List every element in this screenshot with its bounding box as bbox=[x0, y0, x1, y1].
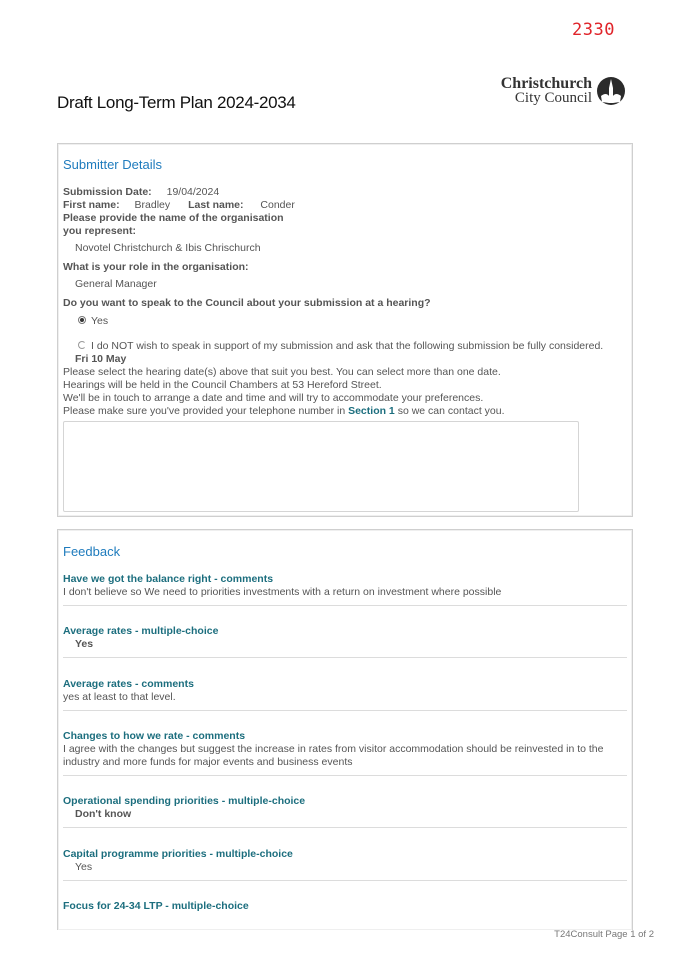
feedback-divider bbox=[63, 710, 627, 711]
submitter-details-panel bbox=[57, 143, 633, 517]
hearing-info-line-3: We'll be in touch to arrange a date and time and will try to accommodate your preferences. bbox=[63, 392, 484, 404]
hearing-option-no[interactable] bbox=[78, 340, 603, 353]
feedback-item bbox=[63, 900, 628, 912]
feedback-divider bbox=[63, 775, 627, 776]
hearing-info-line-4-pre: Please make sure you've provided your telephone number in bbox=[63, 405, 349, 417]
feedback-answer: I don't believe so We need to priorities investments with a return on investment where possible bbox=[63, 586, 502, 598]
feedback-answer: yes at least to that level. bbox=[63, 691, 176, 703]
last-name-value: Conder bbox=[260, 199, 295, 211]
hearing-info-line-1: Please select the hearing date(s) above that suit you best. You can select more than one date. bbox=[63, 366, 501, 378]
organisation-prompt-line-2: you represent: bbox=[63, 225, 136, 237]
feedback-question: Operational spending priorities - multiple-choice bbox=[63, 795, 306, 807]
feedback-title: Feedback bbox=[63, 544, 121, 559]
hearing-option-yes-label: Yes bbox=[91, 315, 109, 327]
hearing-prompt: Do you want to speak to the Council about your submission at a hearing? bbox=[63, 297, 431, 309]
hearing-option-yes[interactable] bbox=[78, 315, 108, 328]
page-footer: T24Consult Page 1 of 2 bbox=[554, 929, 654, 940]
submitter-details-title: Submitter Details bbox=[63, 157, 162, 172]
first-name-label: First name: bbox=[63, 199, 120, 211]
feedback-question: Capital programme priorities - multiple-choice bbox=[63, 848, 293, 860]
logo-line-2: City Council bbox=[514, 90, 592, 106]
feedback-divider bbox=[63, 605, 627, 606]
submission-date-value: 19/04/2024 bbox=[166, 186, 220, 198]
name-row bbox=[63, 199, 295, 212]
submission-date-row bbox=[63, 186, 219, 199]
role-prompt: What is your role in the organisation: bbox=[63, 261, 249, 273]
organisation-prompt-line-1: Please provide the name of the organisation bbox=[63, 212, 284, 224]
feedback-panel bbox=[57, 529, 633, 930]
feedback-item bbox=[63, 625, 628, 651]
feedback-question: Changes to how we rate - comments bbox=[63, 730, 246, 742]
feedback-question: Focus for 24-34 LTP - multiple-choice bbox=[63, 900, 249, 912]
feedback-answer: Yes bbox=[75, 861, 93, 873]
section-1-link[interactable]: Section 1 bbox=[348, 405, 395, 417]
feedback-answer: Don't know bbox=[75, 808, 132, 820]
document-title: Draft Long-Term Plan 2024-2034 bbox=[57, 93, 296, 112]
hearing-date: Fri 10 May bbox=[75, 353, 127, 365]
page-number: 2330 bbox=[572, 20, 615, 40]
feedback-question: Average rates - multiple-choice bbox=[63, 625, 219, 637]
feedback-divider bbox=[63, 827, 627, 828]
logo-line-1: Christchurch bbox=[500, 75, 592, 92]
cathedral-icon bbox=[596, 76, 626, 106]
feedback-item bbox=[63, 573, 628, 599]
hearing-info-line-4-post: so we can contact you. bbox=[394, 405, 505, 417]
role-value: General Manager bbox=[75, 278, 157, 290]
feedback-item bbox=[63, 678, 628, 704]
hearing-info-line-4 bbox=[63, 405, 505, 418]
radio-unchecked-icon[interactable] bbox=[78, 341, 86, 349]
organisation-value: Novotel Christchurch & Ibis Chrischurch bbox=[75, 242, 261, 254]
feedback-question: Have we got the balance right - comments bbox=[63, 573, 274, 585]
first-name-value: Bradley bbox=[134, 199, 171, 211]
feedback-item bbox=[63, 730, 628, 769]
feedback-answer-line-1: I agree with the changes but suggest the increase in rates from visitor accommodation should be reinvested in to the bbox=[63, 743, 604, 755]
feedback-answer: Yes bbox=[75, 638, 94, 650]
submission-date-label: Submission Date: bbox=[63, 186, 152, 198]
council-logo bbox=[499, 75, 629, 109]
hearing-comments-textarea[interactable] bbox=[63, 421, 579, 512]
feedback-answer-line-2: industry and more funds for major events and business events bbox=[63, 756, 353, 768]
feedback-divider bbox=[63, 657, 627, 658]
radio-checked-icon[interactable] bbox=[78, 316, 86, 324]
feedback-item bbox=[63, 848, 628, 874]
feedback-question: Average rates - comments bbox=[63, 678, 194, 690]
hearing-info-line-2: Hearings will be held in the Council Chambers at 53 Hereford Street. bbox=[63, 379, 382, 391]
feedback-item bbox=[63, 795, 628, 821]
feedback-divider bbox=[63, 880, 627, 881]
last-name-label: Last name: bbox=[188, 199, 244, 211]
hearing-option-no-label: I do NOT wish to speak in support of my submission and ask that the following submission be fully considered. bbox=[91, 340, 604, 352]
